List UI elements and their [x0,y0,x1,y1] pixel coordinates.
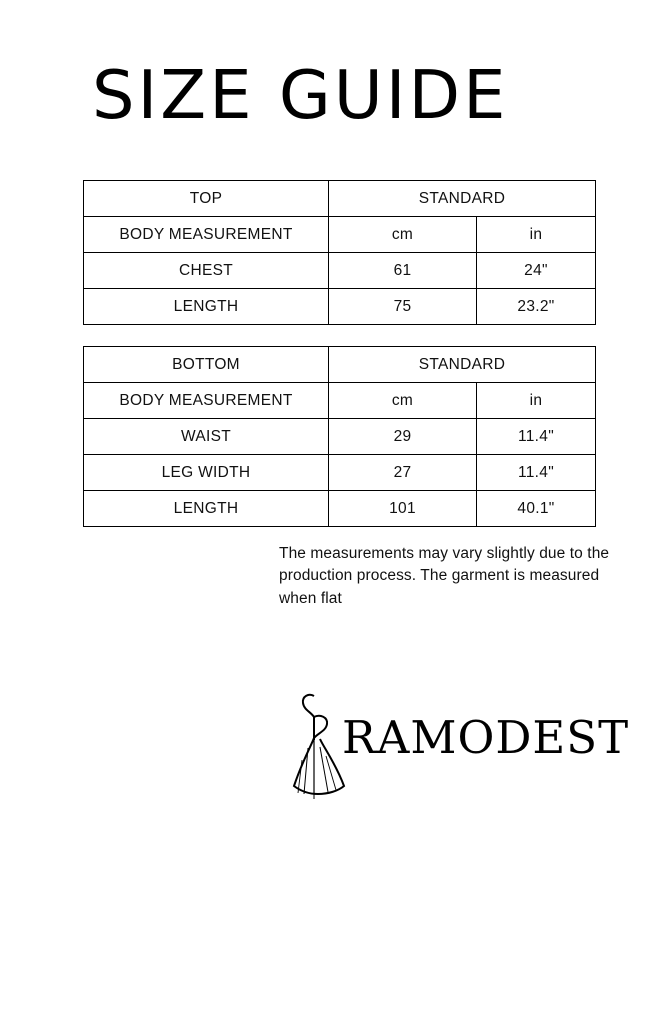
brand-wordmark: RAMODEST [342,711,630,764]
measurement-disclaimer: The measurements may vary slightly due to the production process. The garment is measured when flat [279,545,610,607]
top-table-header-label: TOP [84,181,329,217]
top-table-length-in: 23.2" [477,289,596,325]
bottom-table-header-standard: STANDARD [329,347,596,383]
bottom-table-unit-in: in [477,383,596,419]
bottom-table-waist-in: 11.4" [477,419,596,455]
top-table-length-label: LENGTH [84,289,329,325]
table-row [84,383,596,419]
top-table-unit-label: BODY MEASUREMENT [84,217,329,253]
table-row [84,419,596,455]
bottom-table-header-label: BOTTOM [84,347,329,383]
bottom-table-waist-cm: 29 [329,419,477,455]
table-row [84,347,596,383]
bottom-table-unit-cm: cm [329,383,477,419]
top-table-header-standard: STANDARD [329,181,596,217]
top-table-chest-label: CHEST [84,253,329,289]
bottom-table-legwidth-label: LEG WIDTH [84,455,329,491]
bottom-table-legwidth-cm: 27 [329,455,477,491]
top-table-length-cm: 75 [329,289,477,325]
table-row [84,181,596,217]
bottom-table-waist-label: WAIST [84,419,329,455]
bottom-table-unit-label: BODY MEASUREMENT [84,383,329,419]
page-title: SIZE GUIDE [92,56,509,134]
top-table-unit-in: in [477,217,596,253]
brand-logo [280,690,640,800]
bottom-table-length-cm: 101 [329,491,477,527]
bottom-size-table [83,346,596,527]
top-table-chest-cm: 61 [329,253,477,289]
table-row [84,455,596,491]
bottom-table-length-label: LENGTH [84,491,329,527]
top-size-table [83,180,596,325]
bottom-table-legwidth-in: 11.4" [477,455,596,491]
table-row [84,217,596,253]
table-row [84,289,596,325]
table-row [84,253,596,289]
table-row [84,491,596,527]
top-table-unit-cm: cm [329,217,477,253]
top-table-chest-in: 24" [477,253,596,289]
bottom-table-length-in: 40.1" [477,491,596,527]
